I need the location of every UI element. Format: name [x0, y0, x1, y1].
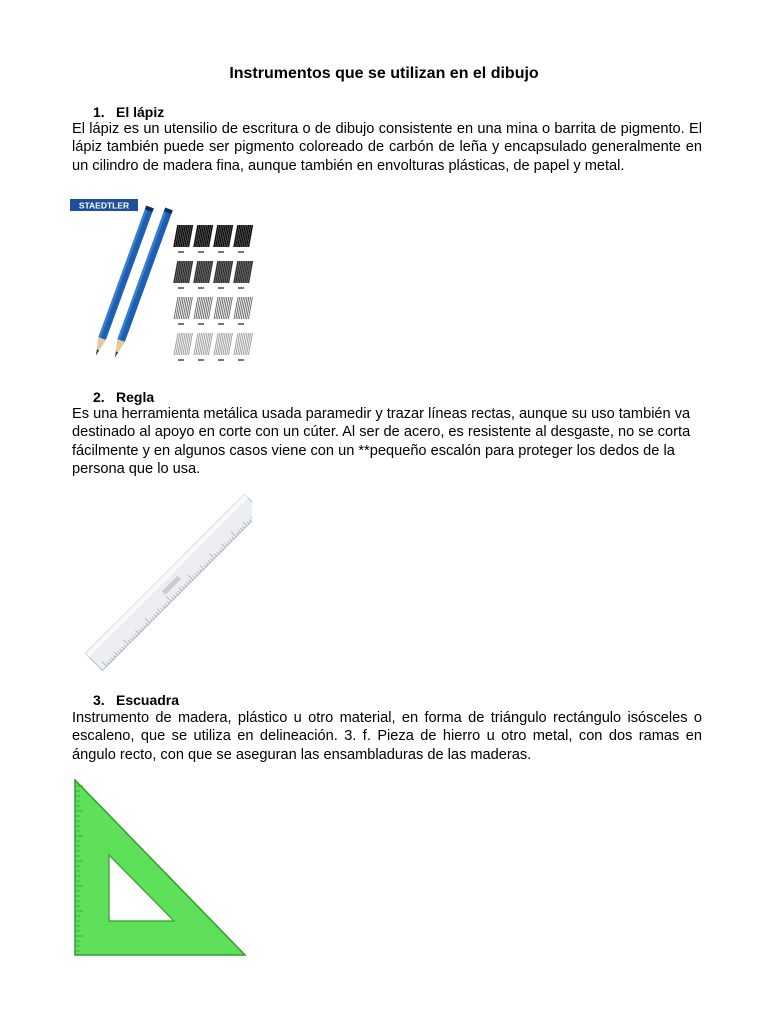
section-heading-lapiz [93, 103, 164, 121]
section-title: El lápiz [116, 104, 165, 120]
section-heading-escuadra [93, 691, 179, 709]
section-text-lapiz: El lápiz es un utensilio de escritura o de dibujo consistente en una mina o barrita de pigmento. El lápiz también puede ser pigmento coloreado de carbón de leña y encapsulado generalmente en un cilindro de madera fina, aunque también en envolturas plásticas, de papel y metal. [72, 121, 702, 174]
green-set-square-image [72, 778, 248, 958]
section-text-regla: Es una herramienta metálica usada paramedir y trazar líneas rectas, aunque su uso también va destinado al apoyo en corte con un cúter. Al ser de acero, es resistente al desgaste, no se corta fácilmente y en algunos casos viene con un **pequeño escalón para proteger los dedos de la persona que lo usa. [72, 406, 691, 477]
section-title: Escuadra [116, 692, 180, 708]
section-heading-regla [93, 388, 154, 406]
page-title: Instrumentos que se utilizan en el dibujo [229, 65, 539, 82]
section-title: Regla [116, 389, 155, 405]
section-text-escuadra: Instrumento de madera, plástico u otro material, en forma de triángulo rectángulo isósceles o escaleno, que se utiliza en delineación. 3. f. Pieza de hierro u otro metal, con dos ramas en ángulo recto, con que se aseguran las ensambladuras de las maderas. [72, 710, 702, 763]
pencils-and-shading-swatches-image [70, 197, 260, 377]
transparent-ruler-image [82, 492, 252, 672]
section-number: 3. [93, 692, 105, 708]
brand-logo: STAEDTLER [78, 200, 130, 211]
section-number: 2. [93, 389, 105, 405]
section-number: 1. [93, 104, 105, 120]
